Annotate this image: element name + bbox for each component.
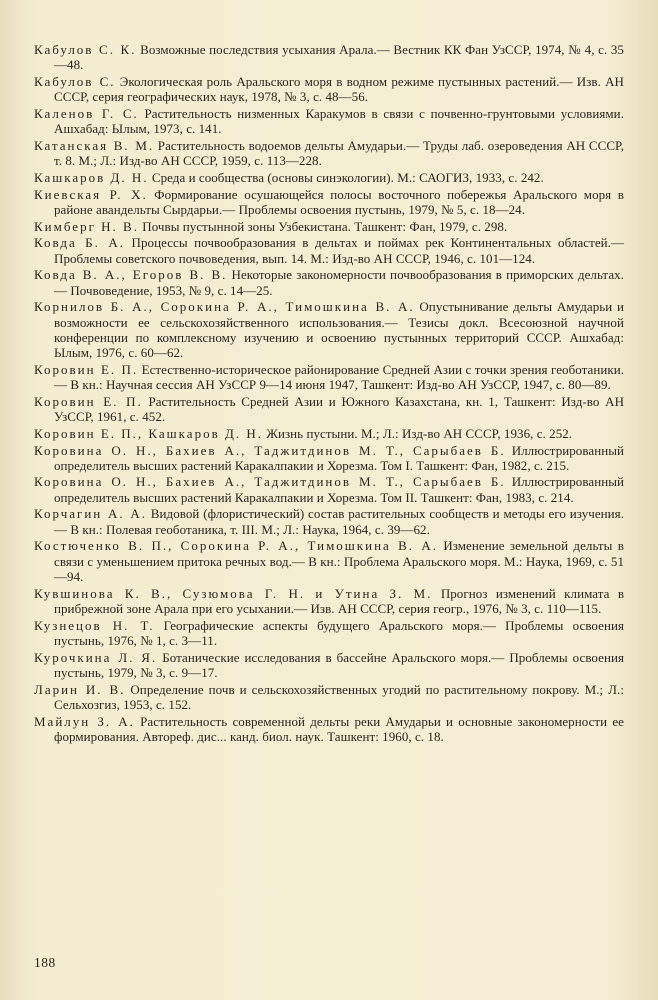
reference-entry bbox=[34, 538, 624, 584]
reference-text: Ботанические исследования в бассейне Аральского моря.— Проблемы освоения пустынь, 1979, № 3, с. 9—17. bbox=[54, 649, 624, 680]
reference-author: Ковда В. А., Егоров В. В. bbox=[34, 267, 228, 283]
reference-list bbox=[34, 42, 624, 744]
reference-text: Экологическая роль Аральского моря в водном режиме пустынных растений.— Изв. АН СССР, серия географических наук, 1978, № 3, с. 48—56. bbox=[54, 73, 624, 105]
reference-author: Катанская В. М. bbox=[34, 137, 155, 153]
reference-author: Кувшинова К. В., Сузюмова Г. Н. и Утина З. М. bbox=[34, 585, 433, 601]
reference-entry bbox=[34, 138, 624, 169]
reference-text: Определение почв и сельскохозяйственных угодий по растительному покрову. М.; Л.: Сельхозгиз, 1953, с. 152. bbox=[54, 681, 624, 712]
reference-text: Почвы пустынной зоны Узбекистана. Ташкент: Фан, 1979, с. 298. bbox=[138, 218, 508, 234]
reference-author: Коровин Е. П. bbox=[34, 393, 143, 409]
reference-entry bbox=[34, 394, 624, 425]
reference-author: Кабулов С. bbox=[34, 73, 116, 89]
reference-text: Растительность низменных Каракумов в связи с почвенно-грунтовыми условиями. Ашхабад: Ылым, 1973, с. 141. bbox=[54, 105, 624, 137]
reference-entry bbox=[34, 618, 624, 649]
reference-author: Киевская Р. Х. bbox=[34, 186, 148, 202]
reference-text: Иллюстрированный определитель высших растений Каракалпакии и Хорезма. Том I. Ташкент: Фан, 1982, с. 215. bbox=[54, 442, 624, 473]
reference-entry bbox=[34, 474, 624, 505]
reference-entry bbox=[34, 267, 624, 298]
reference-text: Растительность современной дельты реки Амударьи и основные закономерности ее формирования. Автореф. дис... канд. биол. наук. Ташкент: 1960, с. 18. bbox=[54, 713, 624, 744]
reference-author: Курочкина Л. Я. bbox=[34, 649, 158, 665]
reference-text: Растительность водоемов дельты Амударьи.— Труды лаб. озероведения АН СССР, т. 8. М.; Л.: Изд-во АН СССР, 1959, с. 113—228. bbox=[54, 137, 624, 169]
reference-entry bbox=[34, 586, 624, 617]
reference-author: Коровина О. Н., Бахиев А., Таджитдинов М. Т., Сарыбаев Б. bbox=[34, 474, 506, 490]
reference-entry bbox=[34, 170, 624, 185]
reference-author: Коровина О. Н., Бахиев А., Таджитдинов М. Т., Сарыбаев Б. bbox=[34, 442, 506, 458]
reference-text: Среда и сообщества (основы синэкологии). М.: САОГИЗ, 1933, с. 242. bbox=[148, 169, 544, 185]
reference-author: Кабулов С. К. bbox=[34, 42, 137, 57]
reference-text: Формирование осушающейся полосы восточного побережья Аральского моря в районе авандельты Сырдарьи.— Проблемы освоения пустынь, 1979, № 5, с. 18—24. bbox=[54, 186, 624, 217]
reference-text: Процессы почвообразования в дельтах и поймах рек Континентальных областей.— Проблемы советского почвоведения, вып. 14. М.: Изд-во АН СССР, 1946, с. 101—124. bbox=[54, 235, 625, 266]
reference-author: Корчагин А. А. bbox=[34, 506, 148, 522]
reference-text: Иллюстрированный определитель высших растений Каракалпакии и Хорезма. Том II. Ташкент: Фан, 1983, с. 214. bbox=[54, 474, 624, 505]
reference-entry bbox=[34, 362, 624, 393]
reference-author: Костюченко В. П., Сорокина Р. А., Тимошкина В. А. bbox=[34, 538, 438, 554]
reference-entry bbox=[34, 235, 624, 266]
reference-text: Растительность Средней Азии и Южного Казахстана, кн. 1, Ташкент: Изд-во АН УзССР, 1961, с. 452. bbox=[54, 393, 625, 425]
reference-entry bbox=[34, 650, 624, 681]
reference-entry bbox=[34, 106, 624, 137]
reference-entry bbox=[34, 506, 624, 537]
reference-text: Географические аспекты будущего Аральского моря.— Проблемы освоения пустынь, 1976, № 1, с. 3—11. bbox=[54, 617, 624, 649]
reference-author: Коровин Е. П. bbox=[34, 361, 139, 377]
reference-author: Кашкаров Д. Н. bbox=[34, 169, 149, 185]
reference-text: Некоторые закономерности почвообразования в приморских дельтах.— Почвоведение, 1953, № 9, с. 14—25. bbox=[54, 267, 624, 298]
reference-text: Естественно-историческое районирование Средней Азии с точки зрения геоботаники.— В кн.: Научная сессия АН УзССР 9—14 июня 1947, Ташкент: Изд-во АН УзССР, 1947, с. 80—89. bbox=[54, 361, 625, 393]
reference-text: Прогноз изменений климата в прибрежной зоне Арала при его усыхании.— Изв. АН СССР, серия геогр., 1976, № 3, с. 110—115. bbox=[54, 585, 625, 617]
reference-text: Опустынивание дельты Амударьи и возможности ее сельскохозяйственного использования.— Тезисы докл. Всесоюзной научной конференции по комплексному изучению и освоению пустынных территорий СССР. Ашхабад: Ылым, 1976, с. 60—62. bbox=[54, 299, 624, 361]
reference-author: Майлун З. А. bbox=[34, 713, 135, 729]
reference-text: Жизнь пустыни. М.; Л.: Изд-во АН СССР, 1936, с. 252. bbox=[262, 425, 573, 441]
reference-entry bbox=[34, 426, 624, 441]
reference-text: Возможные последствия усыхания Арала.— Вестник КК Фан УзССР, 1974, № 4, с. 35—48. bbox=[54, 42, 624, 73]
reference-entry bbox=[34, 714, 624, 745]
reference-author: Корнилов Б. А., Сорокина Р. А., Тимошкина В. А. bbox=[34, 299, 415, 315]
reference-author: Кузнецов Н. Т. bbox=[34, 617, 155, 633]
reference-author: Ларин И. В. bbox=[34, 681, 126, 697]
reference-author: Каленов Г. С. bbox=[34, 105, 139, 121]
reference-entry bbox=[34, 187, 624, 218]
reference-author: Ковда Б. А. bbox=[34, 235, 126, 251]
page-number: 188 bbox=[34, 955, 56, 970]
reference-text: Видовой (флористический) состав растительных сообществ и методы его изучения.— В кн.: Полевая геоботаника, т. III. М.; Л.: Наука, 1964, с. 39—62. bbox=[54, 506, 624, 537]
reference-entry bbox=[34, 74, 624, 105]
reference-entry bbox=[34, 682, 624, 713]
reference-entry bbox=[34, 42, 624, 73]
reference-entry bbox=[34, 219, 624, 234]
reference-entry bbox=[34, 443, 624, 474]
reference-author: Кимберг Н. В. bbox=[34, 218, 139, 234]
reference-author: Коровин Е. П., Кашкаров Д. Н. bbox=[34, 425, 263, 441]
reference-entry bbox=[34, 299, 624, 360]
reference-text: Изменение земельной дельты в связи с уменьшением притока речных вод.— В кн.: Проблема Аральского моря. М.: Наука, 1969, с. 51—94. bbox=[54, 538, 624, 585]
